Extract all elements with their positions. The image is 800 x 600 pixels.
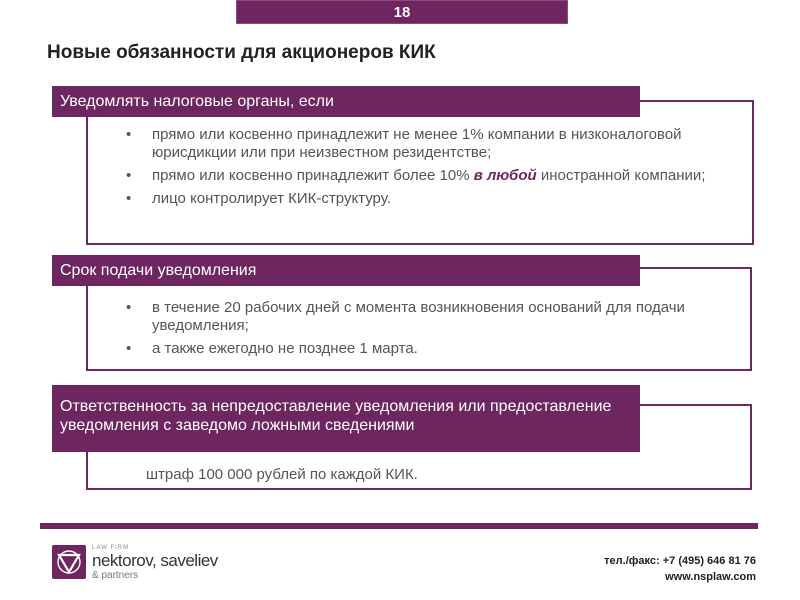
- list-item: • прямо или косвенно принадлежит не менее 1% компании в низконалоговой юрисдикции или при неизвестном резидентстве;: [126, 126, 726, 162]
- penalty-text: штраф 100 000 рублей по каждой КИК.: [146, 466, 418, 483]
- slide-title: Новые обязанности для акционеров КИК: [47, 42, 436, 63]
- page-number-bar: [236, 0, 568, 24]
- logo-company-name: nektorov, saveliev: [92, 551, 218, 570]
- section-liability-header: Ответственность за непредоставление уведомления или предоставление уведомления с заведомо ложными сведениями: [52, 385, 640, 452]
- list-item: • в течение 20 рабочих дней с момента возникновения оснований для подачи уведомления;: [126, 299, 726, 335]
- contact-info: [604, 553, 756, 585]
- logo-firm-label: LAW FIRM: [92, 545, 130, 551]
- list-item: • а также ежегодно не позднее 1 марта.: [126, 340, 726, 358]
- logo-partners-label: & partners: [92, 570, 139, 581]
- section-deadline-list: [126, 299, 726, 363]
- footer-divider: [40, 523, 758, 529]
- company-logo: [52, 545, 242, 585]
- list-item: • лицо контролирует КИК-структуру.: [126, 190, 726, 208]
- section-notify-list: [126, 126, 726, 213]
- phone-fax: тел./факс: +7 (495) 646 81 76: [604, 555, 756, 567]
- website-link[interactable]: www.nsplaw.com: [665, 571, 756, 583]
- page-number: 18: [393, 4, 411, 21]
- section-deadline-header: Срок подачи уведомления: [52, 255, 640, 286]
- section-notify-header: Уведомлять налоговые органы, если: [52, 86, 640, 117]
- list-item: • прямо или косвенно принадлежит более 10% в любой иностранной компании;: [126, 167, 726, 185]
- logo-emblem-icon: [52, 545, 86, 579]
- emphasis-text: в любой: [473, 167, 537, 184]
